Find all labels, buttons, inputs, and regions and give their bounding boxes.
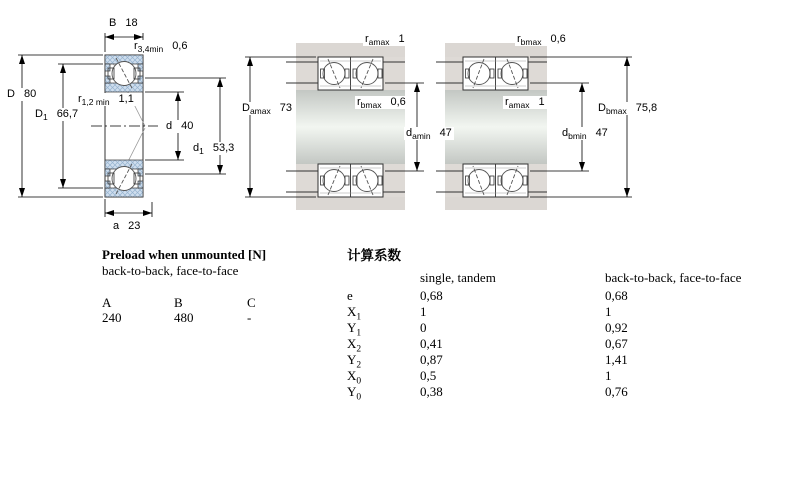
ball-icon (468, 63, 490, 85)
factors-col-back-to-back: back-to-back, face-to-face (605, 270, 742, 285)
preload-table (102, 247, 292, 325)
preload-value-A: 240 (102, 310, 122, 325)
preload-col-A: A (102, 295, 112, 310)
dim-label-rbmax-b: $r_{bmax}$ 0,6 (517, 33, 566, 48)
dim-label-d: d 40 (166, 120, 194, 132)
preload-col-C: C (247, 295, 256, 310)
factors-table-header-row (347, 270, 787, 285)
dim-label-D1: $D_1$ 66,7 (35, 108, 79, 123)
dim-label-Damax: $D_{amax}$ 73 (242, 102, 292, 117)
preload-table-value-row (102, 310, 292, 325)
dim-label-dbmin: $d_{bmin}$ 47 (562, 127, 608, 142)
factors-table-title: 计算系数 (347, 248, 401, 263)
ball-icon (468, 170, 490, 192)
preload-table-title: Preload when unmounted [N] (102, 247, 267, 262)
paired-bearing-figure-a (245, 43, 424, 210)
factors-col-single-tandem: single, tandem (420, 270, 496, 285)
ball-icon (112, 167, 136, 191)
dim-label-B: B 18 (109, 17, 138, 29)
factors-row-X0: $X_0$ 0,5 1 (347, 368, 612, 387)
factors-row-Y1: $Y_1$ 0 0,92 (347, 320, 628, 339)
dim-label-d1: $d_1$ 53,3 (193, 142, 235, 157)
preload-table-header-row (102, 295, 292, 310)
ball-icon (112, 62, 136, 86)
factors-row-e: e 0,68 0,68 (347, 288, 628, 303)
dim-label-ramax-a: $r_{amax}$ 1 (365, 33, 405, 48)
ball-icon (501, 170, 523, 192)
dim-label-r12: $r_{1,2 min}$ 1,1 (78, 93, 134, 108)
dim-label-a: a 23 (113, 220, 141, 232)
dim-label-Dbmax: $D_{bmax}$ 75,8 (598, 102, 658, 117)
dim-label-ramax-b: $r_{amax}$ 1 (505, 96, 545, 111)
preload-value-C: - (247, 310, 252, 325)
dim-label-damin: $d_{amin}$ 47 (406, 127, 452, 142)
dim-label-r34: $r_{3,4min}$ 0,6 (134, 40, 188, 55)
ball-icon (501, 63, 523, 85)
dim-label-D: D 80 (7, 88, 37, 100)
preload-value-B: 480 (174, 310, 194, 325)
preload-table-subtitle: back-to-back, face-to-face (102, 263, 239, 278)
factors-row-Y0: $Y_0$ 0,38 0,76 (347, 384, 628, 403)
factors-row-Y2: $Y_2$ 0,87 1,41 (347, 352, 628, 371)
preload-col-B: B (174, 295, 183, 310)
calculation-factors-table (347, 248, 787, 403)
factors-row-X2: $X_2$ 0,41 0,67 (347, 336, 628, 355)
dim-label-rbmax-a: $r_{bmax}$ 0,6 (357, 96, 406, 111)
factors-row-X1: $X_1$ 1 1 (347, 304, 612, 323)
